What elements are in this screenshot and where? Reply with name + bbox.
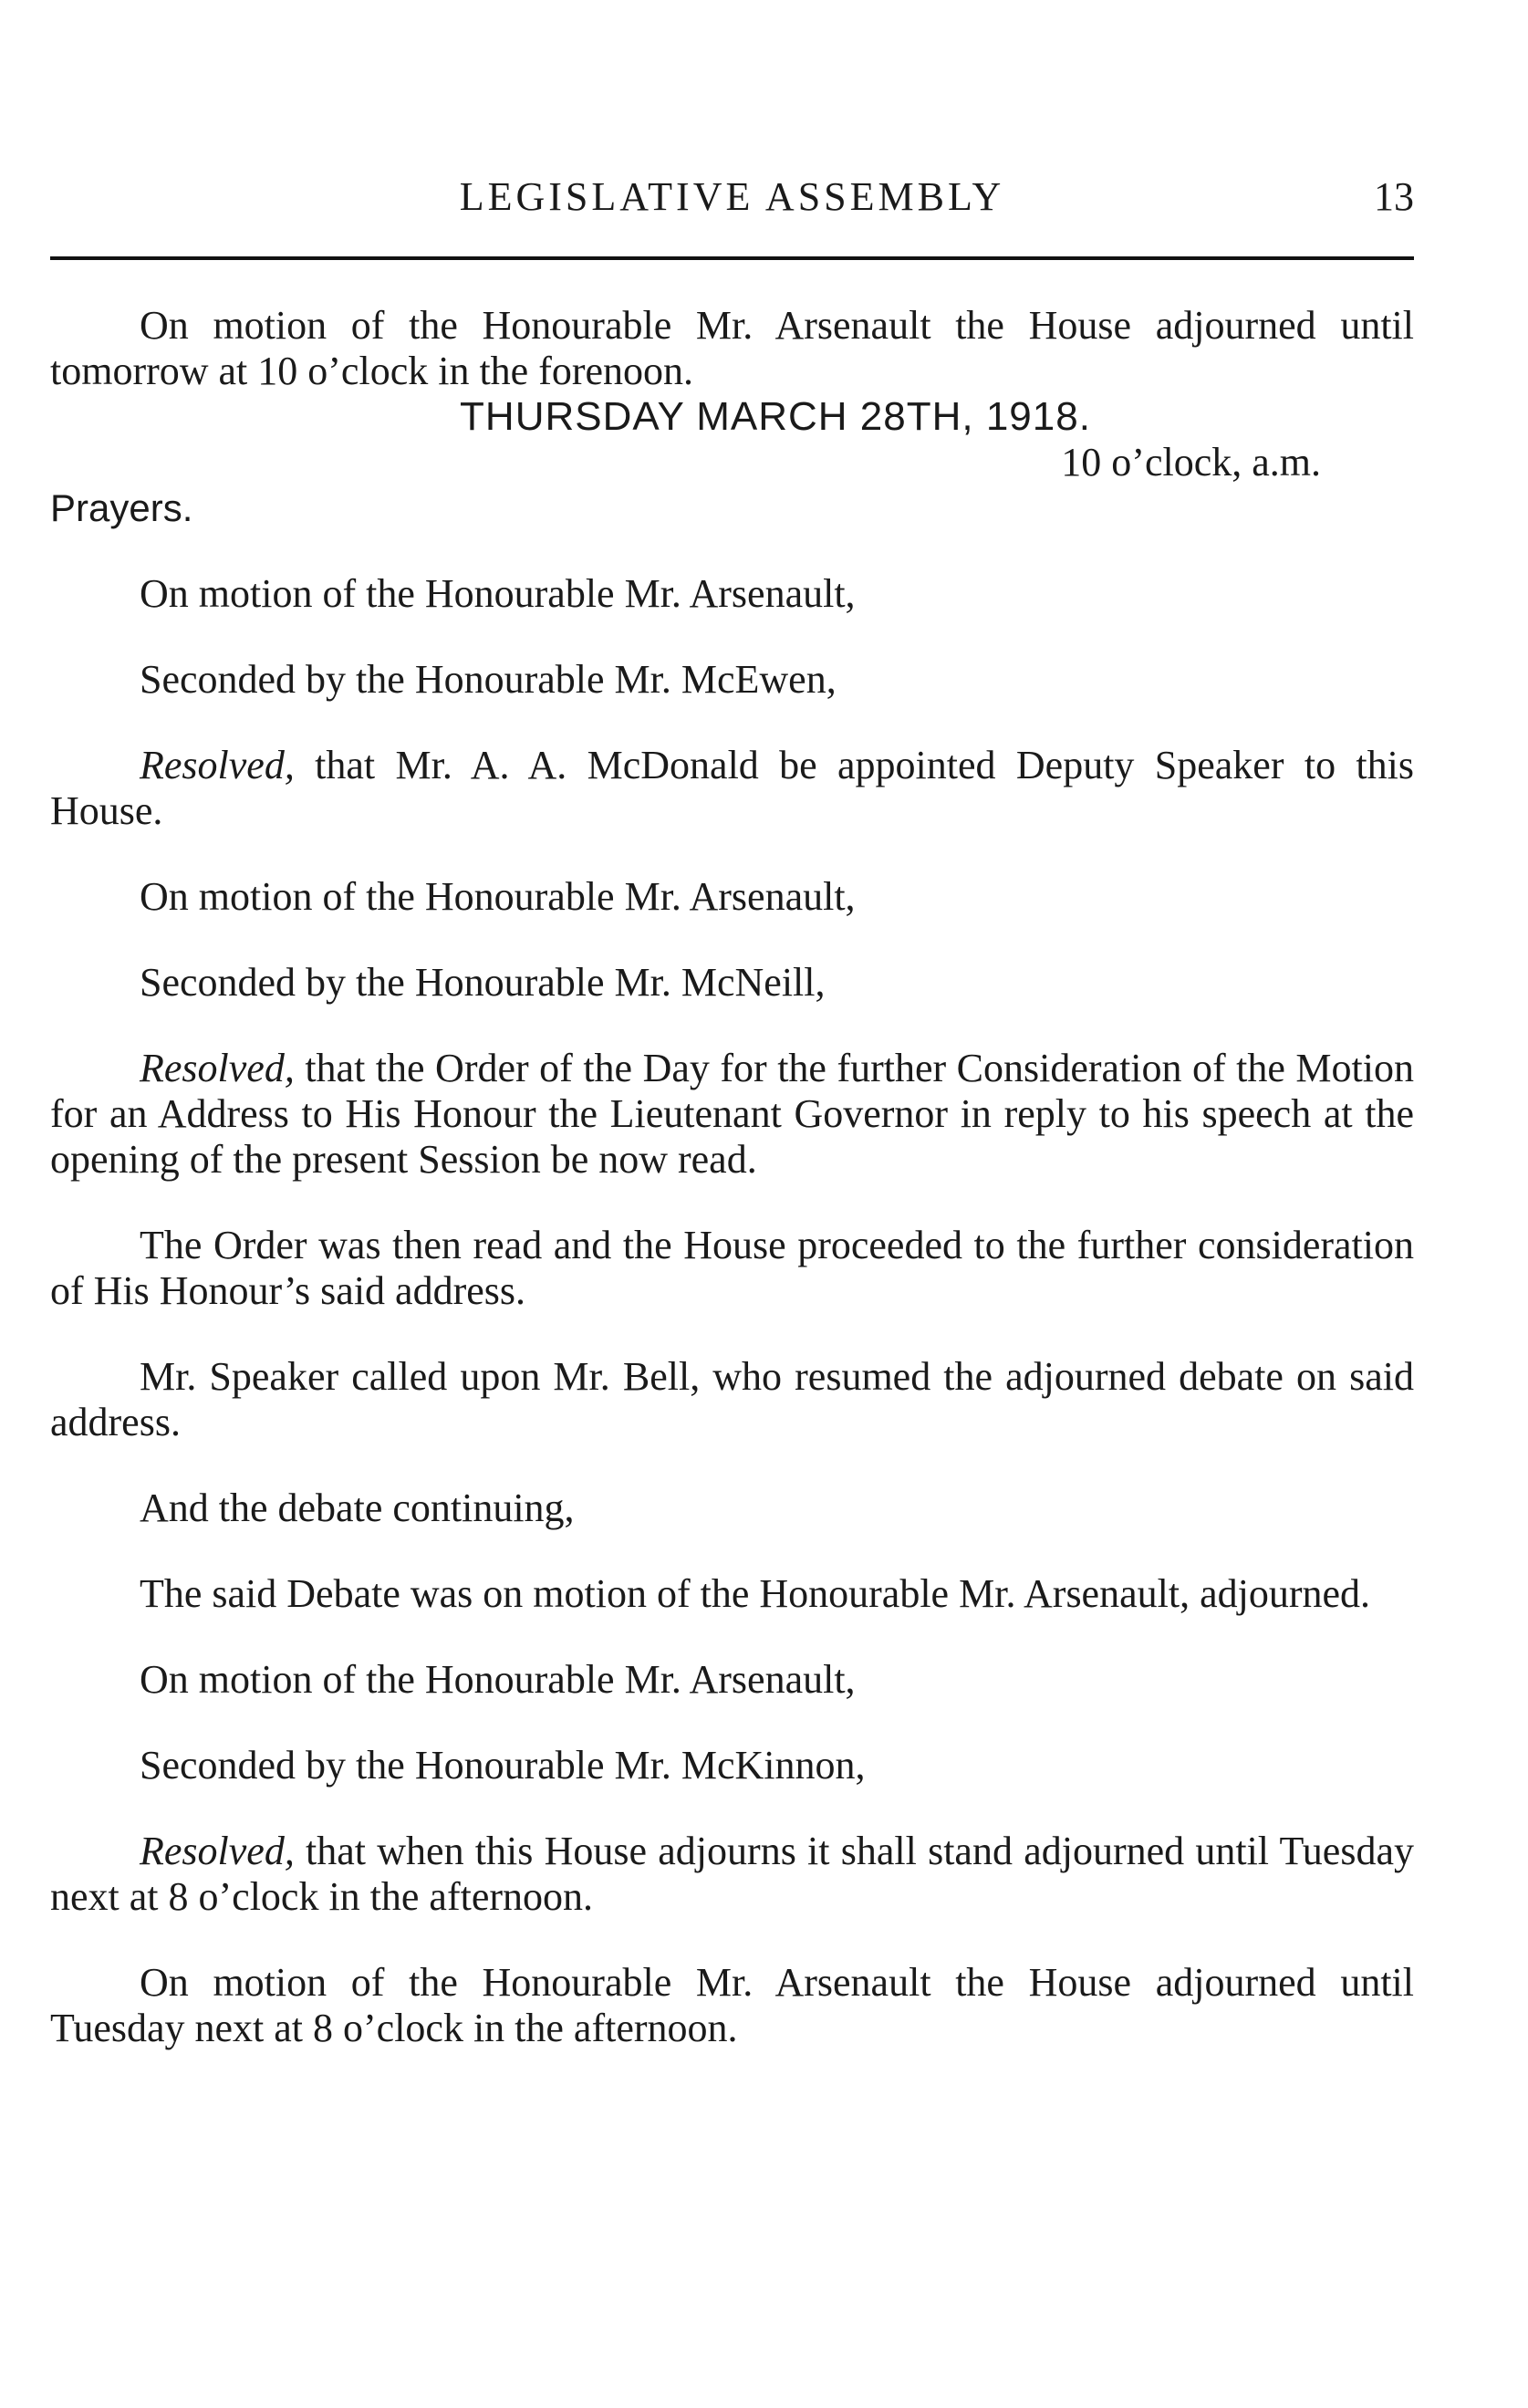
running-title: LEGISLATIVE ASSEMBLY — [459, 174, 1005, 219]
paragraph-resolution — [50, 1046, 1414, 1183]
paragraph-debate-continuing: And the debate continuing, — [140, 1485, 575, 1530]
paragraph-final-adjournment: On motion of the Honourable Mr. Arsenault the House adjourned until Tuesday next at 8 o’clock in the afternoon. — [50, 1960, 1414, 2050]
body-text — [50, 303, 1414, 2051]
running-header — [50, 173, 1414, 228]
resolution-text: that the Order of the Day for the further Consideration of the Motion for an Address to His Honour the Lieutenant Governor in reply to his speech at the opening of the present Session be now read. — [50, 1046, 1414, 1182]
page-number: 13 — [1374, 174, 1414, 219]
paragraph-seconded: Seconded by the Honourable Mr. McKinnon, — [140, 1743, 866, 1788]
resolved-label: Resolved, — [140, 743, 295, 787]
date-heading: THURSDAY MARCH 28TH, 1918. — [460, 394, 1091, 439]
prayers-heading: Prayers. — [50, 486, 193, 529]
resolved-label: Resolved, — [140, 1829, 295, 1873]
paragraph-speaker: Mr. Speaker called upon Mr. Bell, who resumed the adjourned debate on said address. — [50, 1354, 1414, 1444]
paragraph-seconded: Seconded by the Honourable Mr. McNeill, — [140, 960, 826, 1005]
sitting-time: 10 o’clock, a.m. — [1061, 440, 1321, 485]
paragraph-motion: On motion of the Honourable Mr. Arsenault, — [140, 571, 856, 616]
paragraph-resolution — [50, 743, 1414, 834]
resolution-text: that Mr. A. A. McDonald be appointed Deputy Speaker to this House. — [50, 743, 1414, 833]
paragraph-debate-adjourned: The said Debate was on motion of the Honourable Mr. Arsenault, adjourned. — [140, 1571, 1371, 1616]
paragraph-motion: On motion of the Honourable Mr. Arsenault, — [140, 874, 856, 919]
paragraph-order-read: The Order was then read and the House proceeded to the further consideration of His Honour’s said address. — [50, 1223, 1414, 1313]
paragraph-resolution — [50, 1829, 1414, 1920]
paragraph-seconded: Seconded by the Honourable Mr. McEwen, — [140, 657, 837, 702]
header-rule — [50, 256, 1414, 260]
resolved-label: Resolved, — [140, 1046, 295, 1090]
resolution-text: that when this House adjourns it shall stand adjourned until Tuesday next at 8 o’clock in the afternoon. — [50, 1829, 1414, 1919]
paragraph-adjournment: On motion of the Honourable Mr. Arsenault the House adjourned until tomorrow at 10 o’clock in the forenoon. — [50, 303, 1414, 393]
paragraph-motion: On motion of the Honourable Mr. Arsenault, — [140, 1657, 856, 1702]
